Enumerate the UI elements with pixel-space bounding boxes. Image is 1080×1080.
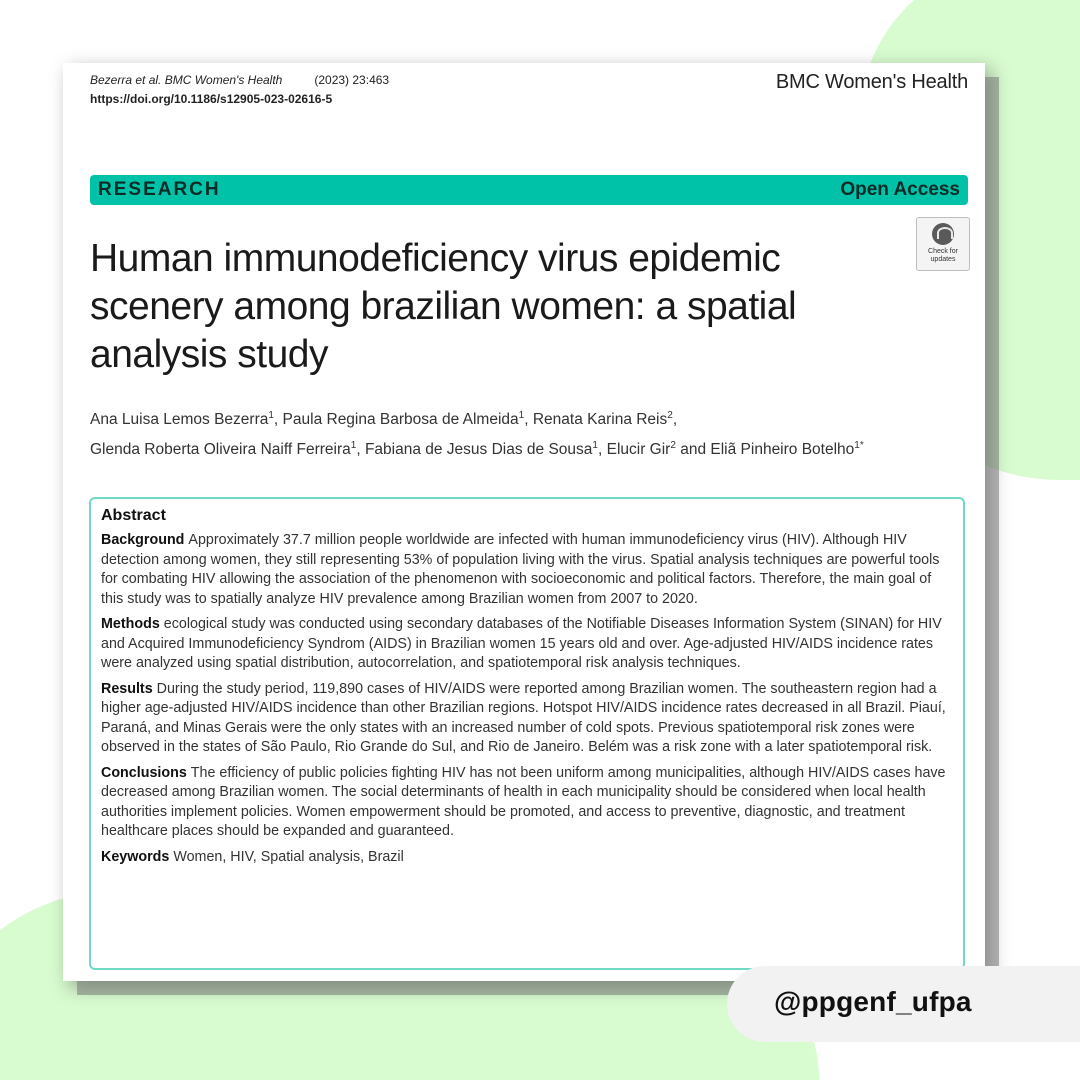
author-separator: and (675, 441, 711, 459)
check-updates-line2: updates (930, 256, 956, 263)
author-name: Elucir Gir (606, 441, 671, 459)
author-affiliation: 2 (670, 440, 676, 452)
author-name: Eliã Pinheiro Botelho (710, 441, 855, 459)
author-affiliation: 1* (854, 440, 864, 452)
author-separator: , (672, 411, 678, 429)
author-affiliation: 2 (667, 410, 673, 421)
crossmark-icon (932, 223, 954, 245)
abstract-section-methods (101, 615, 957, 674)
article-type-banner (90, 175, 968, 205)
article-title: Human immunodeficiency virus epidemic scenery among brazilian women: a spatial analysis study (90, 237, 797, 376)
section-text: ecological study was conducted using secondary databases of the Notifiable Diseases Information System (SINAN) for HIV and Acquired Immunodeficiency Syndrom (AIDS) in Brazilian women 15 years old and over. Age-adjusted HIV/AIDS incidence rates were analyzed using spatial distribution, autocorrelation, and spatiotemporal risk analysis techniques. (101, 616, 942, 671)
doi-link[interactable]: https://doi.org/10.1186/s12905-023-02616-5 (90, 92, 333, 106)
section-label: Conclusions (101, 764, 187, 781)
author-name: Ana Luisa Lemos Bezerra (90, 411, 269, 429)
section-text: Women, HIV, Spatial analysis, Brazil (173, 848, 404, 865)
author-affiliation: 1 (592, 440, 598, 452)
check-for-updates-badge[interactable] (916, 217, 970, 271)
author-separator: , (597, 441, 607, 459)
author-separator: , (356, 441, 365, 459)
abstract-box (89, 497, 965, 970)
check-updates-line1: Check for (928, 248, 958, 255)
section-text: Approximately 37.7 million people worldwide are infected with human immunodeficiency virus (HIV). Although HIV detection among women, they still representing 53% of population living with the virus. Spatial analysis techniques are powerful tools for combating HIV allowing the association of the phenomenon with socioeconomic and political factors. Therefore, the main goal of this study was to spatially analyze HIV prevalence among Brazilian women from 2007 to 2020. (101, 532, 940, 607)
author-affiliation: 1 (268, 410, 274, 421)
author-name: Fabiana de Jesus Dias de Sousa (364, 441, 593, 459)
citation-text: Bezerra et al. BMC Women's Health (90, 73, 283, 87)
citation-line (90, 73, 389, 87)
social-handle-pill (727, 966, 1080, 1042)
abstract-section-keywords (101, 848, 957, 868)
article-type-label: RESEARCH (98, 179, 221, 200)
year-volume: (2023) 23:463 (314, 73, 390, 87)
social-handle: @ppgenf_ufpa (774, 986, 972, 1017)
author-affiliation: 1 (350, 440, 357, 452)
author-separator: , (273, 411, 283, 429)
abstract-section-background (101, 531, 957, 609)
section-label: Methods (101, 616, 160, 632)
abstract-section-results (101, 680, 957, 758)
paper-page (63, 63, 985, 981)
section-label: Background (101, 532, 185, 548)
section-label: Keywords (101, 848, 170, 865)
journal-name: BMC Women's Health (775, 71, 968, 93)
author-name: Paula Regina Barbosa de Almeida (282, 411, 519, 429)
section-text: During the study period, 119,890 cases of HIV/AIDS were reported among Brazilian women. The southeastern region had a higher age-adjusted HIV/AIDS incidence than other Brazilian regions. Hotspot HIV/AIDS incidence rates decreased in all Brazil. Piauí, Paraná, and Minas Gerais were the only states with an increased number of cold spots. Previous spatiotemporal risk zones were observed in the states of São Paulo, Rio Grande do Sul, and Rio de Janeiro. Belém was a risk zone with a later spatiotemporal risk. (101, 680, 946, 755)
author-name: Glenda Roberta Oliveira Naiff Ferreira (90, 441, 351, 459)
abstract-sections (101, 531, 957, 867)
abstract-heading: Abstract (101, 507, 166, 524)
author-name: Renata Karina Reis (532, 411, 668, 429)
section-text: The efficiency of public policies fighting HIV has not been uniform among municipalities, although HIV/AIDS cases have decreased among Brazilian women. The social determinants of health in each municipality should be considered when local health authorities implement policies. Women empowerment should be promoted, and access to preventive, diagnostic, and treatment healthcare places should be expanded and guaranteed. (101, 764, 946, 839)
author-list (90, 403, 970, 463)
author-affiliation: 1 (518, 410, 525, 421)
author-separator: , (524, 411, 533, 429)
section-label: Results (101, 680, 153, 697)
abstract-section-conclusions (101, 764, 957, 842)
open-access-label: Open Access (840, 179, 960, 200)
